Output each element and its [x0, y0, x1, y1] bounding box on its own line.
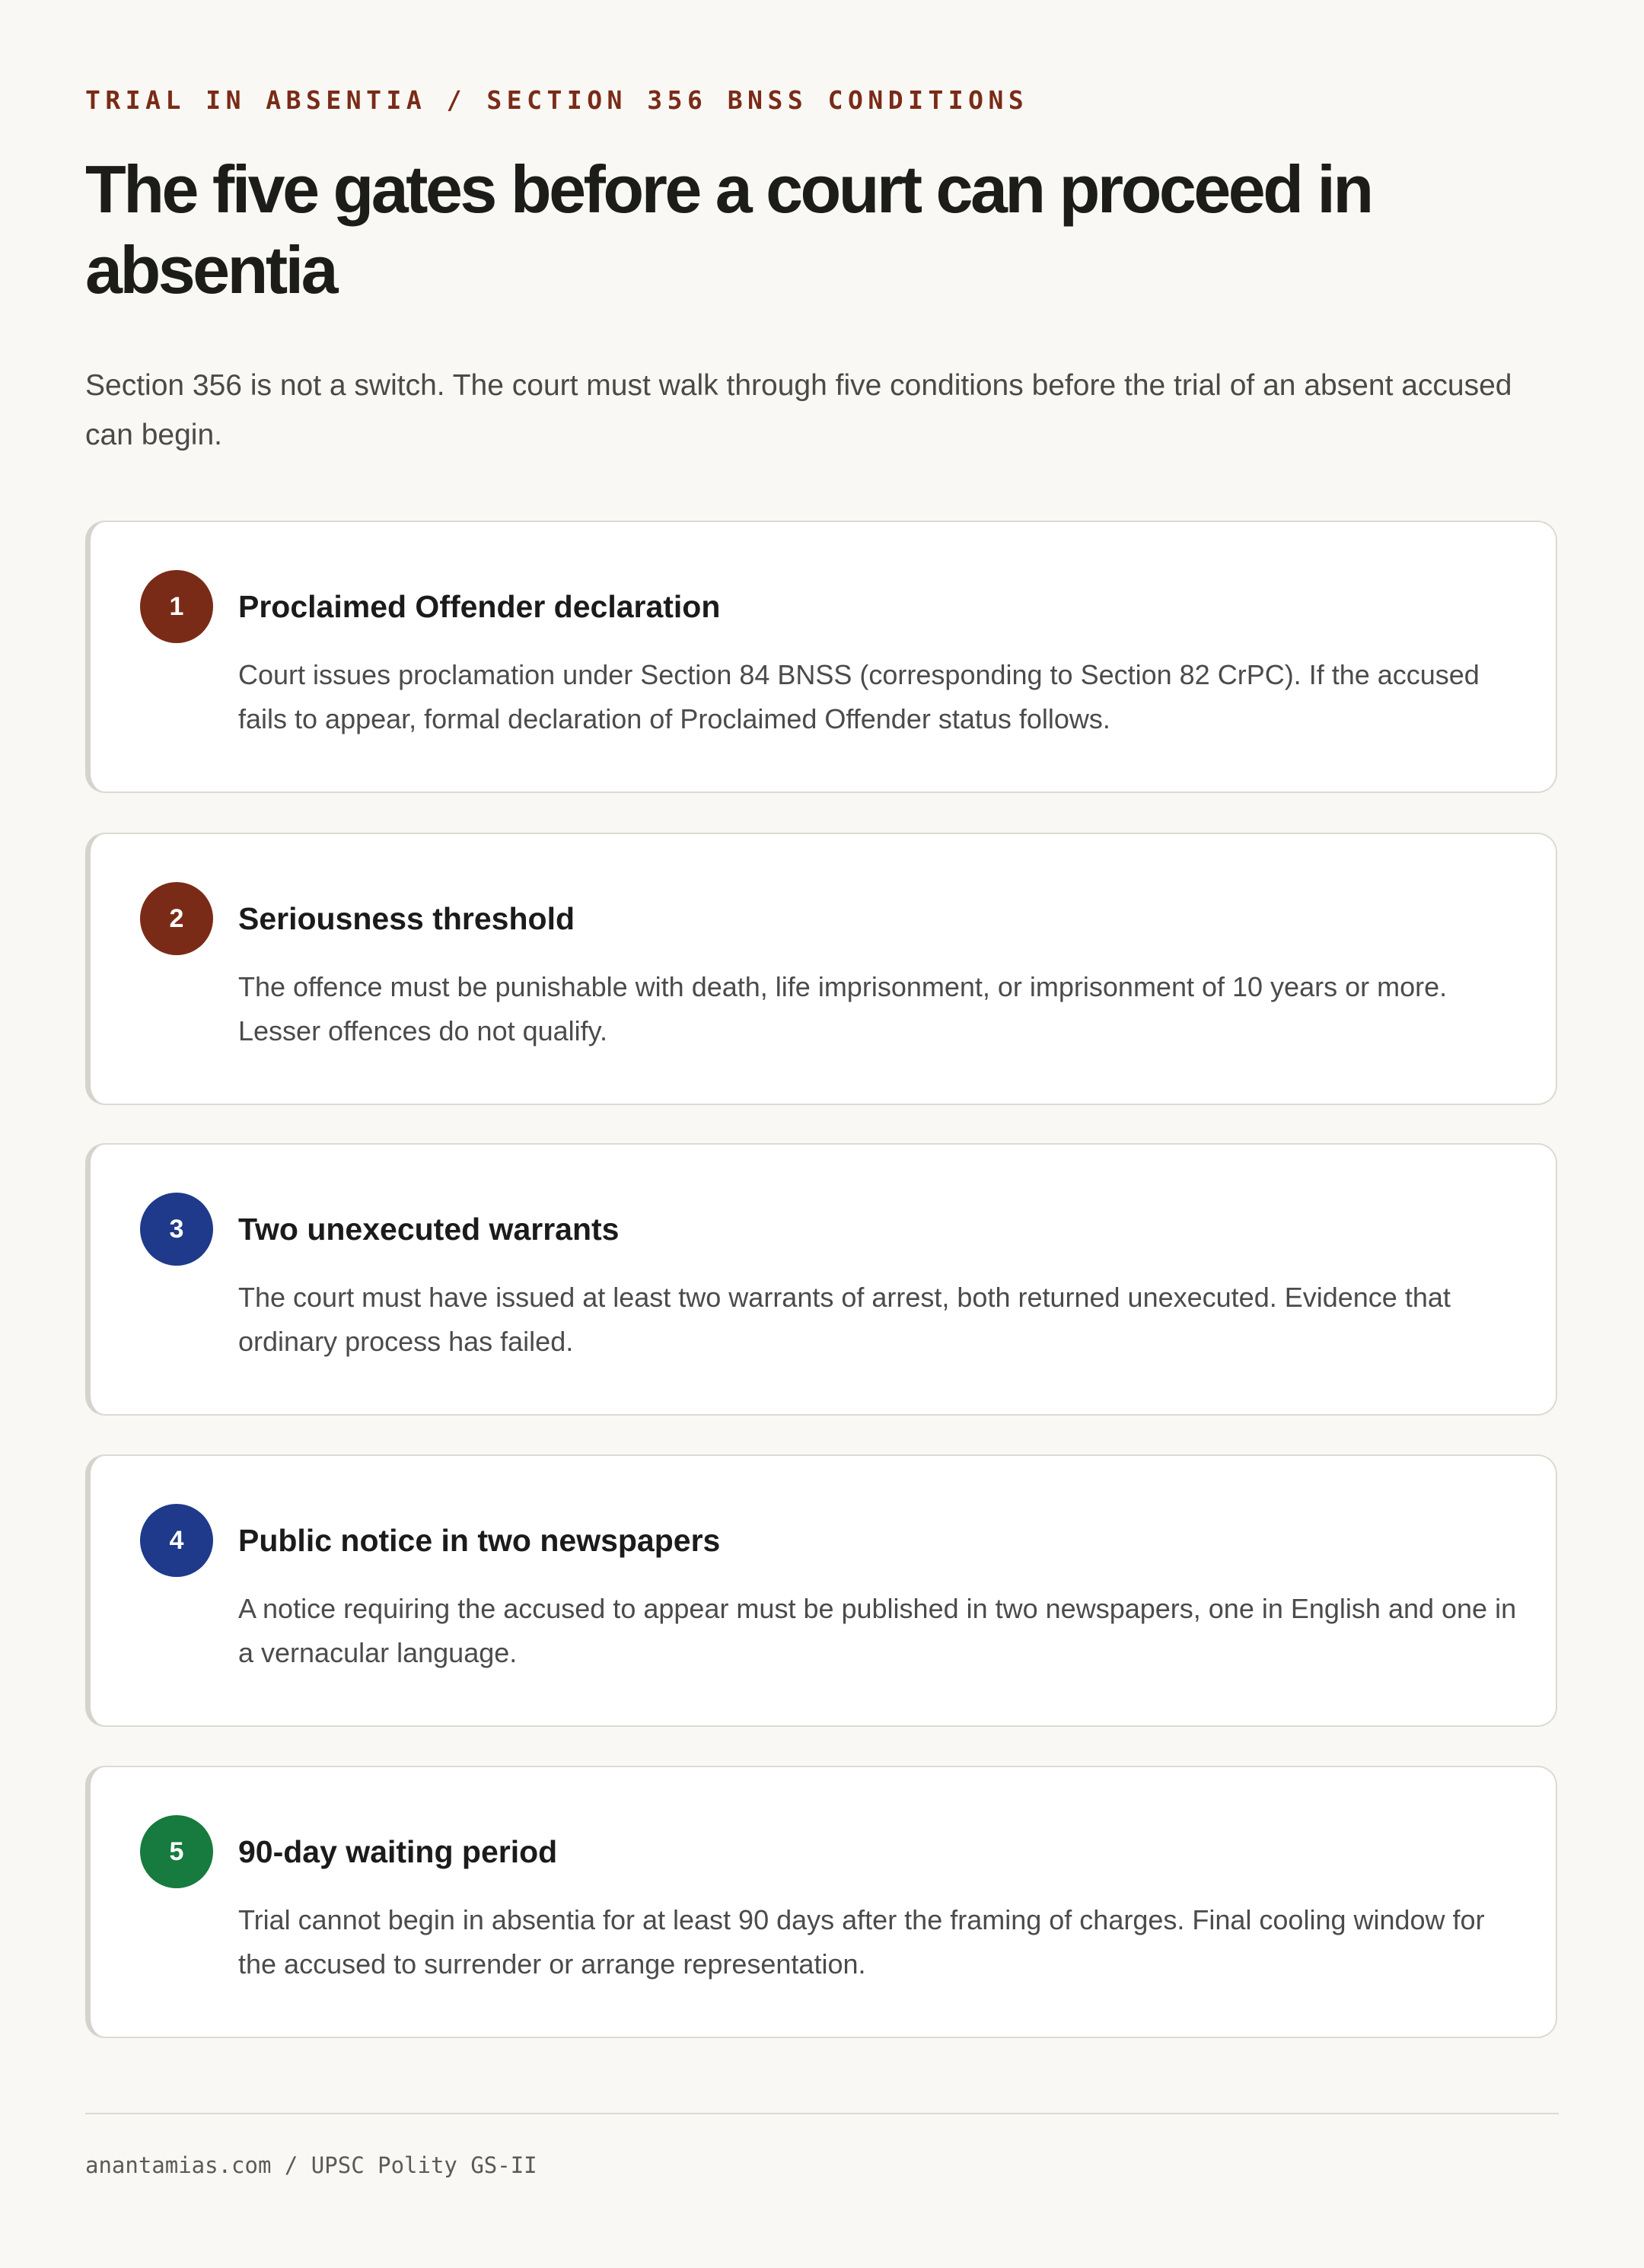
- step-number-badge: 3: [140, 1193, 213, 1266]
- gate-description: The court must have issued at least two warrants of arrest, both returned unexecuted. Evidence that ordinary process has failed.: [238, 1282, 1451, 1357]
- footer-source: anantamias.com / UPSC Polity GS-II: [85, 2152, 537, 2178]
- gate-title: Two unexecuted warrants: [238, 1212, 620, 1247]
- gate-title: 90-day waiting period: [238, 1834, 558, 1869]
- step-number-badge: 5: [140, 1815, 213, 1888]
- footer-divider: [85, 2113, 1559, 2114]
- gate-card-1: [85, 521, 1557, 793]
- gate-card-2: [85, 833, 1557, 1105]
- gate-card-5: [85, 1766, 1557, 2038]
- eyebrow-label: TRIAL IN ABSENTIA / SECTION 356 BNSS CONDITIONS: [85, 85, 1029, 115]
- gate-description: Trial cannot begin in absentia for at least 90 days after the framing of charges. Final cooling window for the accused to surrender or arrange representation.: [238, 1904, 1485, 1980]
- gate-title: Public notice in two newspapers: [238, 1523, 721, 1558]
- gate-card-4: [85, 1454, 1557, 1727]
- step-number-badge: 2: [140, 882, 213, 955]
- gate-card-3: [85, 1143, 1557, 1416]
- gate-description: Court issues proclamation under Section 84 BNSS (corresponding to Section 82 CrPC). If the accused fails to appear, formal declaration of Proclaimed Offender status follows.: [238, 659, 1480, 734]
- gate-description: The offence must be punishable with death, life imprisonment, or imprisonment of 10 years or more. Lesser offences do not qualify.: [238, 971, 1448, 1046]
- lead-paragraph: Section 356 is not a switch. The court must walk through five conditions before the trial of an absent accused can begin.: [85, 369, 1512, 451]
- gate-title: Seriousness threshold: [238, 901, 575, 936]
- gate-title: Proclaimed Offender declaration: [238, 589, 721, 624]
- step-number-badge: 1: [140, 570, 213, 643]
- step-number-badge: 4: [140, 1504, 213, 1577]
- page-title: The five gates before a court can proceed in absentia: [85, 151, 1372, 307]
- gate-description: A notice requiring the accused to appear must be published in two newspapers, one in English and one in a vernacular language.: [238, 1593, 1517, 1668]
